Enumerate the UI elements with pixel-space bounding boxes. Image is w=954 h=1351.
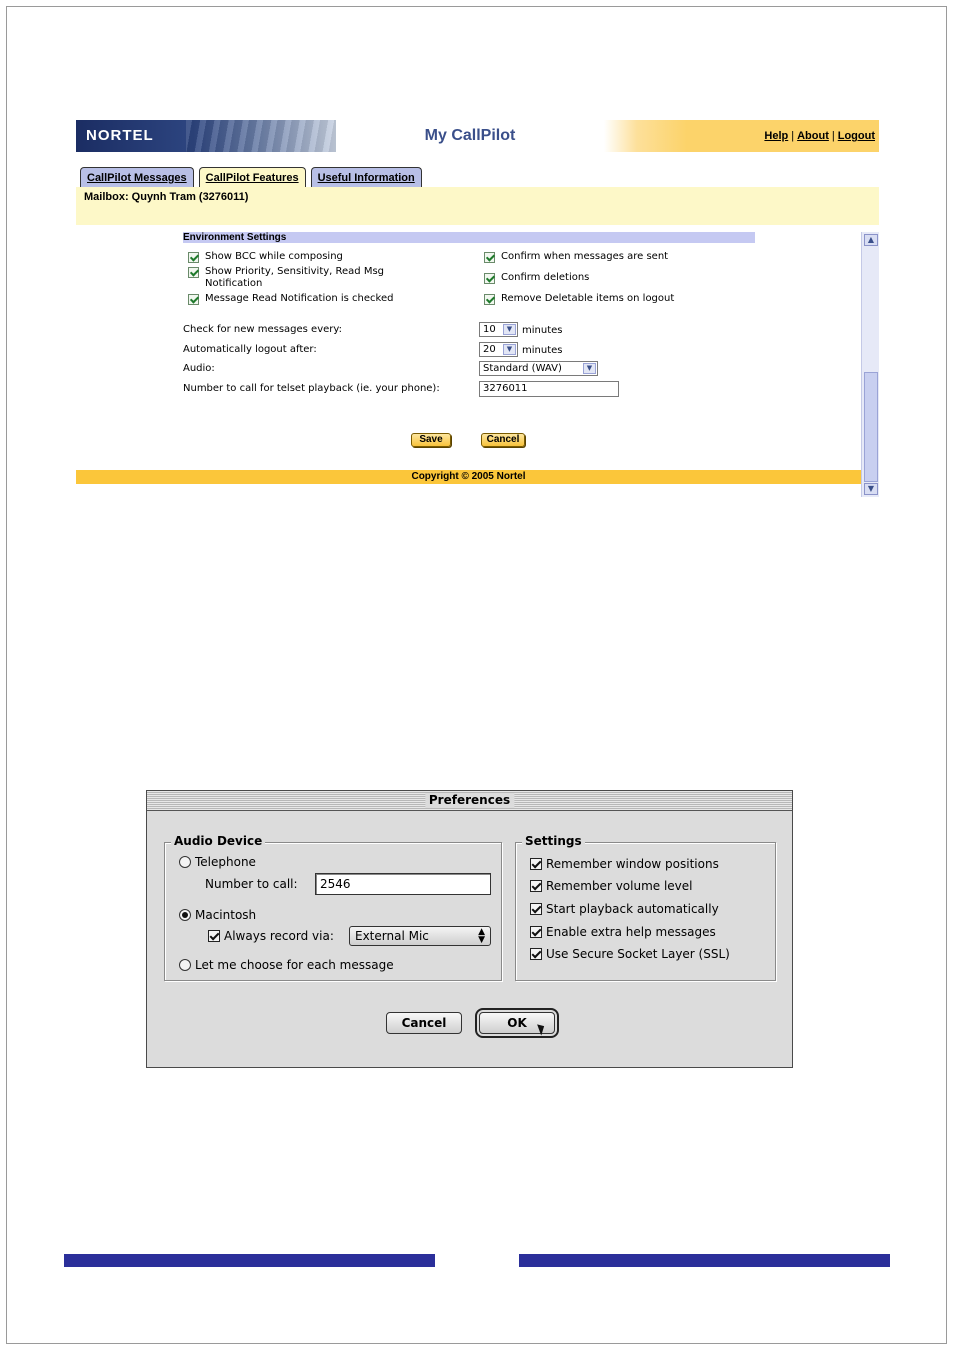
group-title: Audio Device (171, 834, 265, 849)
checkbox-checked-icon[interactable] (484, 252, 495, 263)
checkbox-confirm-deletions[interactable] (484, 272, 589, 284)
checkbox-checked-icon[interactable] (530, 858, 542, 870)
number-to-call-input[interactable]: 2546 (315, 873, 491, 895)
audio-select[interactable] (479, 361, 598, 376)
check-interval-select[interactable] (479, 322, 518, 337)
app-title: My CallPilot (424, 127, 516, 144)
callpilot-window (76, 120, 879, 497)
checkbox-checked-icon[interactable] (530, 948, 542, 960)
checkbox-label: Show BCC while composing (205, 251, 343, 262)
popup-value: External Mic (355, 929, 429, 943)
chevron-down-icon[interactable]: ▼ (503, 324, 516, 335)
phone-number-label: Number to call for telset playback (ie. your phone): (183, 383, 440, 394)
radio-macintosh[interactable] (179, 908, 256, 922)
checkbox-read-notification[interactable] (188, 293, 393, 305)
mailbox-label: Mailbox: Quynh Tram (3276011) (84, 191, 249, 203)
checkbox-label: Confirm when messages are sent (501, 251, 669, 262)
tab-callpilot-features[interactable]: CallPilot Features (199, 167, 306, 187)
link-separator: | (831, 130, 835, 142)
radio-choose-each[interactable] (179, 958, 394, 972)
checkbox-label: Remember window positions (546, 857, 719, 871)
radio-label: Let me choose for each message (195, 958, 394, 972)
check-interval-label: Check for new messages every: (183, 324, 342, 335)
checkbox-label: Message Read Notification is checked (205, 293, 394, 304)
checkbox-checked-icon[interactable] (188, 294, 199, 305)
radio-telephone[interactable] (179, 855, 256, 869)
logout-interval-select[interactable] (479, 342, 518, 357)
minutes-unit: minutes (522, 325, 563, 336)
preferences-dialog (146, 790, 793, 1068)
checkbox-checked-icon[interactable] (484, 294, 495, 305)
save-button[interactable]: Save (411, 433, 451, 447)
nortel-logo-banner (76, 120, 336, 152)
link-separator: | (791, 130, 795, 142)
audio-device-group (164, 834, 502, 981)
phone-number-input[interactable]: 3276011 (479, 381, 619, 397)
checkbox-start-playback[interactable] (530, 902, 719, 916)
scroll-down-icon[interactable]: ▼ (864, 483, 878, 495)
checkbox-checked-icon[interactable] (208, 930, 220, 942)
scroll-thumb[interactable] (864, 372, 878, 482)
checkbox-label: Remove Deletable items on logout (501, 293, 675, 304)
about-link[interactable]: About (797, 130, 829, 142)
header-links (604, 120, 879, 152)
mailbox-band (76, 187, 879, 225)
group-title: Settings (522, 834, 585, 849)
radio-off-icon[interactable] (179, 959, 191, 971)
nortel-logo: NORTEL (86, 127, 154, 144)
chevron-down-icon[interactable]: ▼ (583, 363, 596, 374)
checkbox-confirm-sent[interactable] (484, 251, 668, 263)
checkbox-remember-volume[interactable] (530, 879, 693, 893)
dialog-ok-button[interactable]: OK (479, 1012, 555, 1034)
select-value: 20 (483, 344, 496, 355)
checkbox-show-bcc[interactable] (188, 251, 343, 263)
checkbox-checked-icon[interactable] (530, 926, 542, 938)
checkbox-label: Show Priority, Sensitivity, Read Msg Notification (205, 266, 385, 289)
minutes-unit: minutes (522, 345, 563, 356)
copyright-footer: Copyright © 2005 Nortel (76, 470, 861, 484)
radio-label: Macintosh (195, 908, 257, 922)
checkbox-show-priority[interactable] (188, 266, 435, 290)
radio-label: Telephone (195, 855, 256, 869)
checkbox-extra-help[interactable] (530, 925, 716, 939)
help-link[interactable]: Help (764, 130, 789, 142)
number-to-call-label: Number to call: (205, 877, 298, 891)
checkbox-remove-deletable[interactable] (484, 293, 674, 305)
checkbox-label: Confirm deletions (501, 272, 590, 283)
checkbox-checked-icon[interactable] (530, 903, 542, 915)
checkbox-checked-icon[interactable] (188, 252, 199, 263)
checkbox-checked-icon[interactable] (188, 267, 199, 278)
tab-bar (80, 167, 422, 187)
scroll-up-icon[interactable]: ▲ (864, 234, 878, 246)
tab-callpilot-messages[interactable]: CallPilot Messages (80, 167, 194, 187)
dialog-titlebar[interactable] (147, 791, 792, 811)
checkbox-checked-icon[interactable] (484, 273, 495, 284)
up-down-arrows-icon: ▲ ▼ (478, 927, 485, 945)
checkbox-label: Enable extra help messages (546, 925, 716, 939)
callpilot-header (76, 120, 879, 152)
checkbox-always-record[interactable] (208, 929, 334, 943)
radio-on-icon[interactable] (179, 909, 191, 921)
footer-bar-left (64, 1254, 435, 1267)
checkbox-use-ssl[interactable] (530, 947, 730, 961)
logout-interval-label: Automatically logout after: (183, 344, 317, 355)
section-title: Environment Settings (183, 232, 755, 243)
radio-off-icon[interactable] (179, 856, 191, 868)
footer-bar-right (519, 1254, 890, 1267)
checkbox-label: Always record via: (224, 929, 334, 943)
checkbox-remember-window[interactable] (530, 857, 719, 871)
checkbox-label: Start playback automatically (546, 902, 719, 916)
logout-link[interactable]: Logout (837, 130, 875, 142)
settings-group (515, 834, 776, 981)
chevron-down-icon[interactable]: ▼ (503, 344, 516, 355)
dialog-title: Preferences (425, 793, 514, 808)
dialog-cancel-button[interactable]: Cancel (386, 1012, 462, 1034)
audio-label: Audio: (183, 363, 215, 374)
record-device-popup[interactable] (349, 926, 491, 946)
select-value: Standard (WAV) (483, 363, 562, 374)
banner-photo (186, 120, 336, 152)
checkbox-label: Use Secure Socket Layer (SSL) (546, 947, 730, 961)
checkbox-checked-icon[interactable] (530, 880, 542, 892)
tab-useful-information[interactable]: Useful Information (311, 167, 422, 187)
checkbox-label: Remember volume level (546, 879, 693, 893)
cancel-button[interactable]: Cancel (481, 433, 525, 447)
vertical-scrollbar[interactable] (861, 232, 879, 497)
title-band (336, 120, 604, 152)
select-value: 10 (483, 324, 496, 335)
